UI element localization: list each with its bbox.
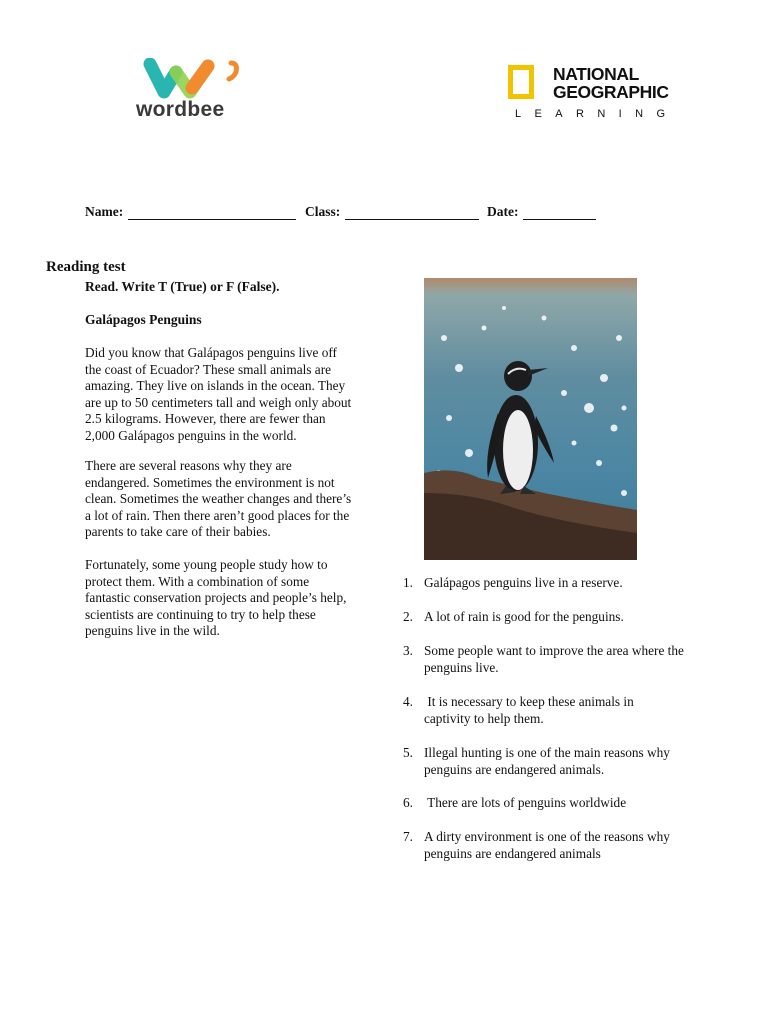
penguin-photo <box>424 278 637 560</box>
penguin-icon <box>424 278 637 560</box>
wordbee-wordmark: wordbee <box>136 98 225 121</box>
instructions: Read. Write T (True) or F (False). <box>85 279 280 294</box>
wordbee-logo <box>136 58 258 122</box>
passage-paragraph-2: There are several reasons why they are endangered. Sometimes the environment is not clean. Sometimes the weather changes and there’s a lot of rain. Then there aren’t good places for the parents to take care of their babies. <box>85 458 352 539</box>
passage-paragraph-1: Did you know that Galápagos penguins live off the coast of Ecuador? These small animals are amazing. They live on islands in the ocean. They are up to 50 centimeters tall and weigh only about 2.5 kilograms. However, there are fewer than 2,000 Galápagos penguins in the world. <box>85 345 352 443</box>
wordbee-w-icon <box>136 58 258 102</box>
natgeo-yellow-border-icon <box>508 65 534 99</box>
section-heading: Reading test <box>46 259 126 275</box>
class-field[interactable] <box>345 219 479 220</box>
passage-paragraph-3: Fortunately, some young people study how to protect them. With a combination of some fantastic conservation projects and people’s help, scientists are continuing to try to help these penguins live in the wild. <box>85 557 347 638</box>
natgeo-logo <box>508 64 708 126</box>
date-label: Date: <box>487 204 519 219</box>
name-field[interactable] <box>128 219 296 220</box>
date-field[interactable] <box>523 219 596 220</box>
name-label: Name: <box>85 204 124 219</box>
passage-title: Galápagos Penguins <box>85 312 202 327</box>
natgeo-wordmark: NATIONAL GEOGRAPHIC <box>553 64 669 102</box>
natgeo-learning: LEARNING <box>515 108 679 120</box>
class-label: Class: <box>305 204 341 219</box>
